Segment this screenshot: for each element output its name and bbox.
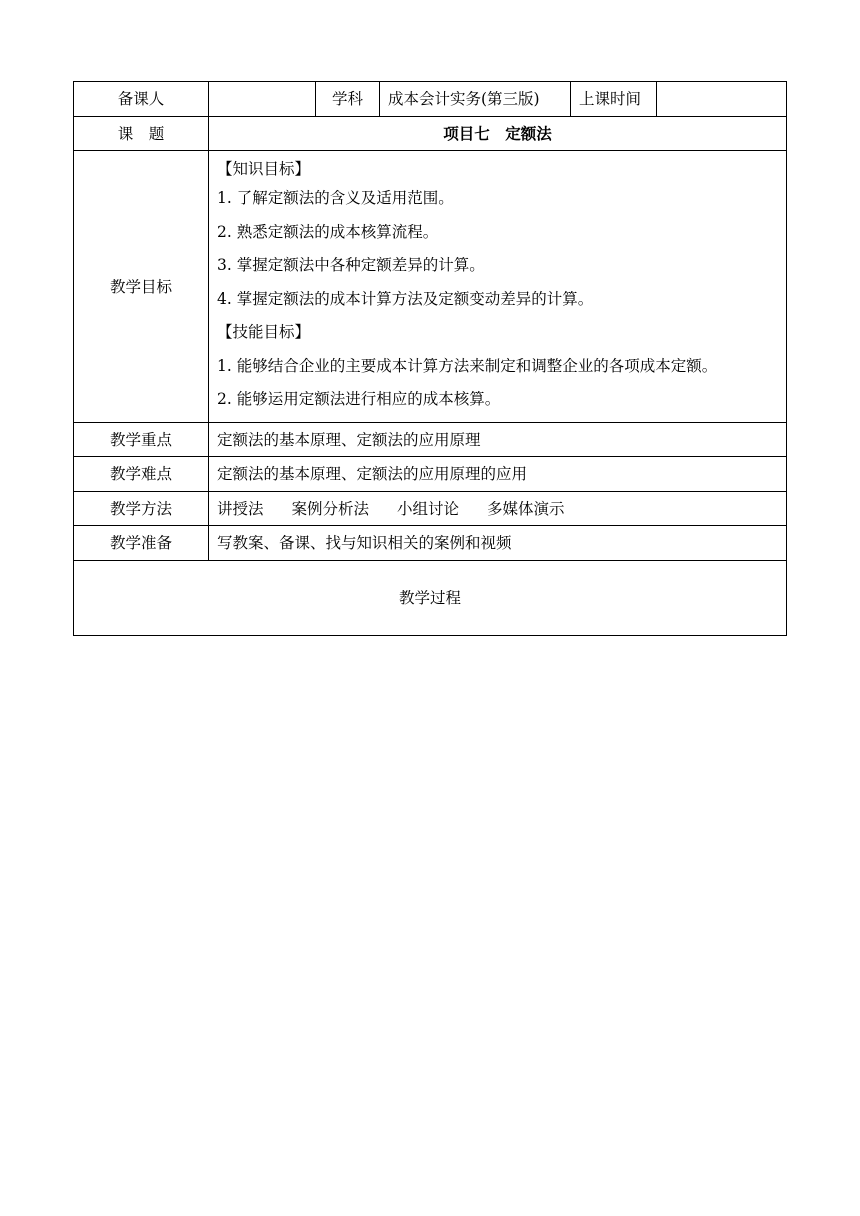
lesson-plan-page: [73, 81, 786, 636]
knowledge-item: 4. 掌握定额法的成本计算方法及定额变动差异的计算。: [217, 289, 594, 308]
knowledge-item: 2. 熟悉定额法的成本核算流程。: [217, 222, 439, 241]
difficulties-label: 教学难点: [74, 457, 209, 492]
key-points-value: 定额法的基本原理、定额法的应用原理: [209, 423, 787, 457]
skill-heading: 【技能目标】: [217, 323, 311, 342]
topic-label: 课 题: [74, 117, 209, 151]
process-heading: 教学过程: [74, 561, 787, 636]
topic-row: [74, 117, 787, 151]
process-row: [74, 561, 787, 636]
methods-row: [74, 492, 787, 526]
key-points-row: [74, 423, 787, 457]
preparation-row: [74, 526, 787, 561]
lesson-plan-table: [73, 81, 787, 636]
key-points-label: 教学重点: [74, 423, 209, 457]
objectives-content: [209, 151, 787, 423]
knowledge-item: 3. 掌握定额法中各种定额差异的计算。: [217, 256, 485, 275]
method-item: 讲授法: [217, 499, 264, 518]
knowledge-item: 1. 了解定额法的含义及适用范围。: [217, 188, 454, 207]
subject-value: 成本会计实务(第三版): [380, 82, 571, 117]
topic-title: 项目七 定额法: [209, 117, 787, 151]
skill-item: 1. 能够结合企业的主要成本计算方法来制定和调整企业的各项成本定额。: [217, 356, 718, 375]
difficulties-row: [74, 457, 787, 492]
subject-label: 学科: [316, 82, 380, 117]
method-item: 案例分析法: [291, 499, 370, 518]
objectives-label: 教学目标: [74, 151, 209, 423]
method-item: 小组讨论: [397, 499, 460, 518]
preparation-label: 教学准备: [74, 526, 209, 561]
knowledge-heading: 【知识目标】: [217, 159, 311, 178]
class-time-label: 上课时间: [571, 82, 657, 117]
class-time-value: [657, 82, 787, 117]
preparation-value: 写教案、备课、找与知识相关的案例和视频: [209, 526, 787, 561]
difficulties-value: 定额法的基本原理、定额法的应用原理的应用: [209, 457, 787, 492]
preparer-value: [209, 82, 316, 117]
method-item: 多媒体演示: [487, 499, 565, 518]
methods-list: [209, 492, 787, 526]
preparer-label: 备课人: [74, 82, 209, 117]
methods-label: 教学方法: [74, 492, 209, 526]
objectives-row: [74, 151, 787, 423]
skill-item: 2. 能够运用定额法进行相应的成本核算。: [217, 390, 501, 409]
header-row: [74, 82, 787, 117]
